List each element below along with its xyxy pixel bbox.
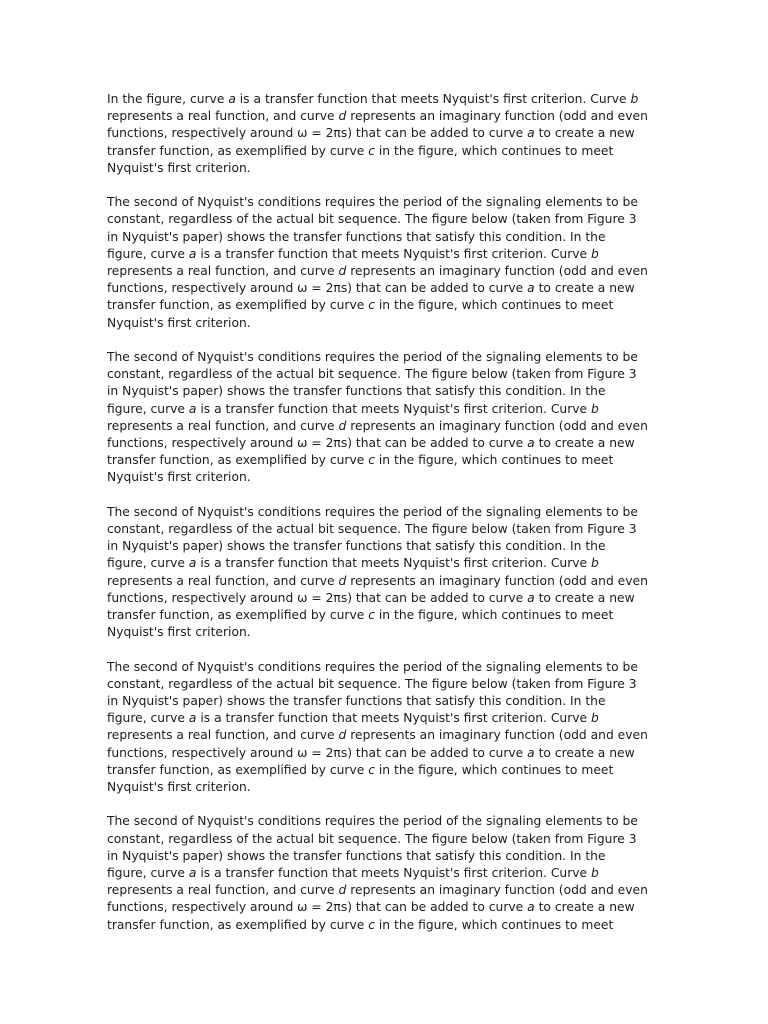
text-line: functions, respectively around ω = 2πs) that can be added to curve a to create a new	[107, 436, 635, 451]
document-body	[107, 91, 667, 951]
text-line: constant, regardless of the actual bit sequence. The figure below (taken from Figure 3	[107, 367, 637, 382]
text-line: represents a real function, and curve d represents an imaginary function (odd and even	[107, 109, 648, 124]
text-line: The second of Nyquist's conditions requires the period of the signaling elements to be	[107, 814, 638, 829]
text-line: functions, respectively around ω = 2πs) that can be added to curve a to create a new	[107, 745, 635, 760]
text-line: in Nyquist's paper) shows the transfer functions that satisfy this condition. In the	[107, 384, 606, 399]
text-line: The second of Nyquist's conditions requires the period of the signaling elements to be	[107, 504, 638, 519]
paragraph	[107, 813, 667, 933]
text-line: in Nyquist's paper) shows the transfer functions that satisfy this condition. In the	[107, 539, 606, 554]
text-line: constant, regardless of the actual bit sequence. The figure below (taken from Figure 3	[107, 212, 637, 227]
text-line: Nyquist's first criterion.	[107, 780, 251, 795]
text-line: constant, regardless of the actual bit sequence. The figure below (taken from Figure 3	[107, 522, 637, 537]
text-line: figure, curve a is a transfer function that meets Nyquist's first criterion. Curve b	[107, 556, 599, 571]
text-line: Nyquist's first criterion.	[107, 160, 251, 175]
text-line: figure, curve a is a transfer function that meets Nyquist's first criterion. Curve b	[107, 246, 599, 261]
paragraph	[107, 659, 667, 797]
text-line: The second of Nyquist's conditions requires the period of the signaling elements to be	[107, 659, 638, 674]
text-line: in Nyquist's paper) shows the transfer functions that satisfy this condition. In the	[107, 694, 606, 709]
text-line: constant, regardless of the actual bit sequence. The figure below (taken from Figure 3	[107, 676, 637, 691]
text-line: figure, curve a is a transfer function that meets Nyquist's first criterion. Curve b	[107, 401, 599, 416]
paragraph	[107, 91, 667, 177]
text-line: The second of Nyquist's conditions requires the period of the signaling elements to be	[107, 195, 638, 210]
text-line: transfer function, as exemplified by curve c in the figure, which continues to meet	[107, 453, 614, 468]
text-line: Nyquist's first criterion.	[107, 470, 251, 485]
text-line: Nyquist's first criterion.	[107, 315, 251, 330]
paragraph	[107, 194, 667, 332]
text-line: represents a real function, and curve d represents an imaginary function (odd and even	[107, 573, 648, 588]
text-line: functions, respectively around ω = 2πs) that can be added to curve a to create a new	[107, 900, 635, 915]
text-line: The second of Nyquist's conditions requires the period of the signaling elements to be	[107, 350, 638, 365]
text-line: In the figure, curve a is a transfer function that meets Nyquist's first criterion. Curve b	[107, 92, 639, 106]
text-line: represents a real function, and curve d represents an imaginary function (odd and even	[107, 264, 648, 279]
text-line: transfer function, as exemplified by curve c in the figure, which continues to meet	[107, 917, 614, 932]
text-line: figure, curve a is a transfer function that meets Nyquist's first criterion. Curve b	[107, 866, 599, 881]
text-line: in Nyquist's paper) shows the transfer functions that satisfy this condition. In the	[107, 848, 606, 863]
text-line: represents a real function, and curve d represents an imaginary function (odd and even	[107, 728, 648, 743]
text-line: functions, respectively around ω = 2πs) that can be added to curve a to create a new	[107, 590, 635, 605]
text-line: transfer function, as exemplified by curve c in the figure, which continues to meet	[107, 608, 614, 623]
text-line: transfer function, as exemplified by curve c in the figure, which continues to meet	[107, 762, 614, 777]
text-line: constant, regardless of the actual bit sequence. The figure below (taken from Figure 3	[107, 831, 637, 846]
text-line: represents a real function, and curve d represents an imaginary function (odd and even	[107, 418, 648, 433]
text-line: figure, curve a is a transfer function that meets Nyquist's first criterion. Curve b	[107, 711, 599, 726]
text-line: represents a real function, and curve d represents an imaginary function (odd and even	[107, 883, 648, 898]
paragraph	[107, 349, 667, 487]
text-line: transfer function, as exemplified by curve c in the figure, which continues to meet	[107, 298, 614, 313]
text-line: in Nyquist's paper) shows the transfer functions that satisfy this condition. In the	[107, 229, 606, 244]
text-line: Nyquist's first criterion.	[107, 625, 251, 640]
text-line: functions, respectively around ω = 2πs) that can be added to curve a to create a new	[107, 126, 635, 141]
text-line: transfer function, as exemplified by curve c in the figure, which continues to meet	[107, 143, 614, 158]
paragraph	[107, 504, 667, 642]
text-line: functions, respectively around ω = 2πs) that can be added to curve a to create a new	[107, 281, 635, 296]
